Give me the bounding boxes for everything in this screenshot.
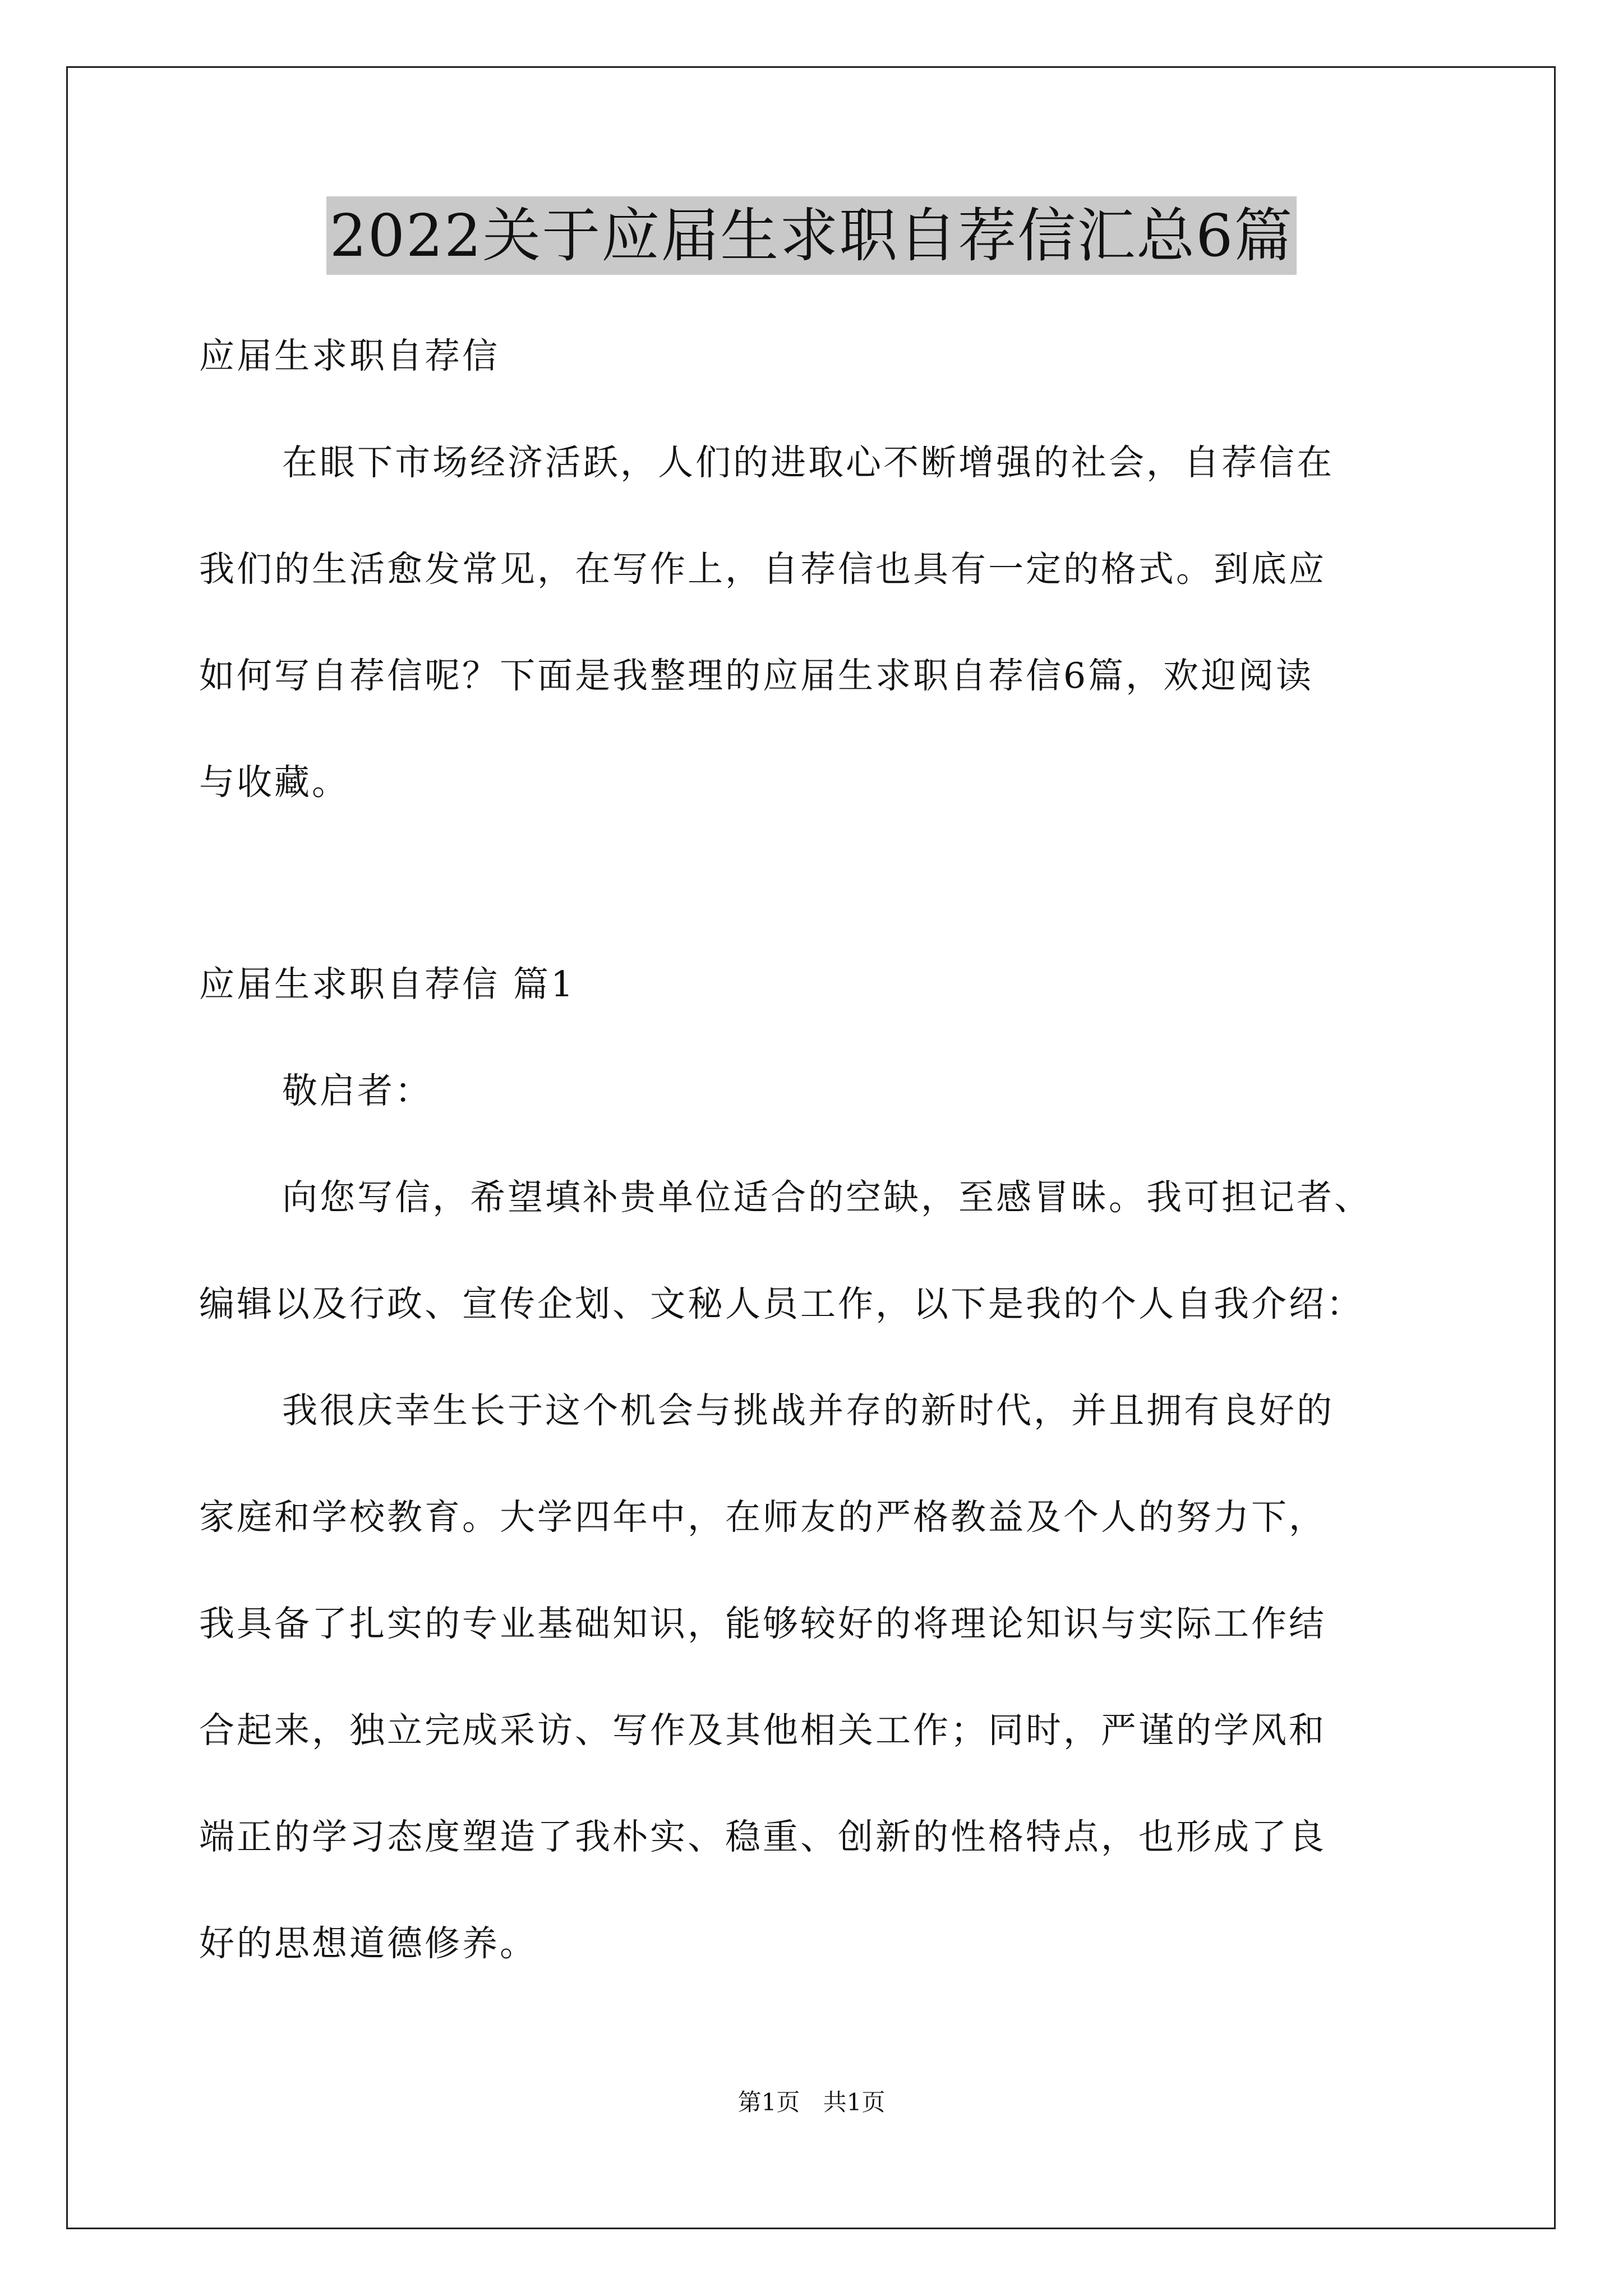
paragraph-line: 编辑以及行政、宣传企划、文秘人员工作，以下是我的个人自我介绍： bbox=[199, 1283, 1364, 1324]
section-heading: 应届生求职自荐信 篇1 bbox=[199, 964, 576, 1005]
page-number: 第1页 bbox=[737, 2088, 800, 2116]
paragraph-line: 好的思想道德修养。 bbox=[199, 1923, 537, 1964]
intro-line: 与收藏。 bbox=[199, 762, 349, 803]
title-container bbox=[0, 196, 1623, 275]
document-title: 2022关于应届生求职自荐信汇总6篇 bbox=[326, 196, 1297, 275]
page-footer bbox=[0, 2086, 1623, 2119]
paragraph-line: 我很庆幸生长于这个机会与挑战并存的新时代，并且拥有良好的 bbox=[282, 1390, 1334, 1431]
document-body bbox=[199, 303, 1433, 1997]
paragraph-line: 合起来，独立完成采访、写作及其他相关工作；同时，严谨的学风和 bbox=[199, 1710, 1326, 1751]
salutation: 敬启者： bbox=[282, 1070, 432, 1111]
intro-line: 我们的生活愈发常见，在写作上，自荐信也具有一定的格式。到底应 bbox=[199, 549, 1326, 590]
intro-heading: 应届生求职自荐信 bbox=[199, 335, 500, 376]
page-total: 共1页 bbox=[823, 2088, 886, 2116]
paragraph-line: 端正的学习态度塑造了我朴实、稳重、创新的性格特点，也形成了良 bbox=[199, 1816, 1326, 1857]
section-gap bbox=[199, 836, 1433, 931]
paragraph-line: 向您写信，希望填补贵单位适合的空缺，至感冒昧。我可担记者、 bbox=[282, 1177, 1372, 1218]
intro-line: 在眼下市场经济活跃，人们的进取心不断增强的社会，自荐信在 bbox=[282, 442, 1334, 483]
paragraph-line: 家庭和学校教育。大学四年中，在师友的严格教益及个人的努力下， bbox=[199, 1497, 1326, 1538]
intro-line: 如何写自荐信呢？下面是我整理的应届生求职自荐信6篇，欢迎阅读 bbox=[199, 655, 1314, 696]
paragraph-line: 我具备了扎实的专业基础知识，能够较好的将理论知识与实际工作结 bbox=[199, 1603, 1326, 1644]
